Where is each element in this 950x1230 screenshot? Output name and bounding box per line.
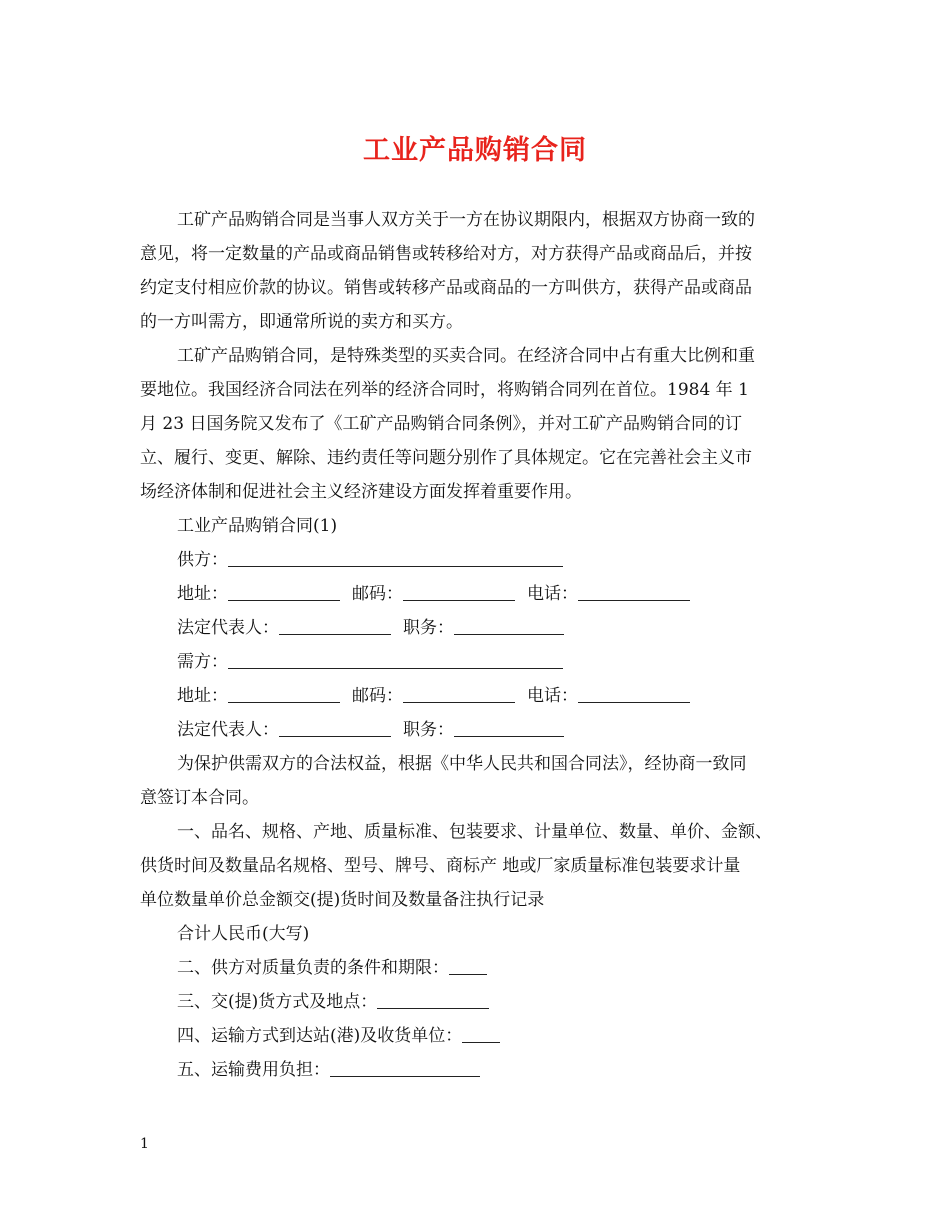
paragraph-line: 要地位。我国经济合同法在列举的经济合同时，将购销合同列在首位。1984 年 1 (140, 380, 749, 400)
paragraph-line: 意见，将一定数量的产品或商品销售或转移给对方，对方获得产品或商品后，并按 (140, 244, 752, 264)
supplier-blank (228, 548, 563, 567)
address-label: 地址： (177, 584, 228, 604)
paragraph-line: 的一方叫需方，即通常所说的卖方和买方。 (140, 312, 463, 332)
position-label: 职务： (403, 618, 454, 638)
clause-4-label: 四、运输方式到达站(港)及收货单位： (177, 1026, 463, 1046)
clause-line: 一、品名、规格、产地、质量标准、包装要求、计量单位、数量、单价、金额、 (177, 822, 772, 842)
position-blank (454, 718, 564, 737)
clause-4-row (140, 1019, 825, 1053)
paragraph-line: 为保护供需双方的合法权益，根据《中华人民共和国合同法》，经协商一致同 (177, 754, 747, 774)
paragraph-line: 工矿产品购销合同，是特殊类型的买卖合同。在经济合同中占有重大比例和重 (177, 346, 755, 366)
clause-line: 供货时间及数量品名规格、型号、牌号、商标产 地或厂家质量标准包装要求计量 (140, 856, 741, 876)
legal-rep-label: 法定代表人： (177, 618, 279, 638)
legal-rep-blank (279, 616, 391, 635)
position-label: 职务： (403, 720, 454, 740)
clause-line: 单位数量单价总金额交(提)货时间及数量备注执行记录 (140, 890, 545, 910)
address-blank (228, 684, 340, 703)
clause-4-blank (462, 1024, 500, 1043)
paragraph-line: 工矿产品购销合同是当事人双方关于一方在协议期限内，根据双方协商一致的 (177, 210, 755, 230)
legal-rep-label: 法定代表人： (177, 720, 279, 740)
supplier-row (140, 543, 825, 577)
clause-5-blank (330, 1058, 480, 1077)
phone-label: 电话： (527, 686, 578, 706)
buyer-address-row (140, 679, 825, 713)
clause-3-label: 三、交(提)货方式及地点： (177, 992, 378, 1012)
paragraph-line: 意签订本合同。 (140, 788, 259, 808)
legal-rep-blank (279, 718, 391, 737)
address-blank (228, 582, 340, 601)
postcode-label: 邮码： (352, 686, 403, 706)
buyer-rep-row (140, 713, 825, 747)
postcode-blank (403, 684, 515, 703)
phone-blank (578, 582, 690, 601)
clause-2-row (140, 951, 825, 985)
clause-5-row (140, 1053, 825, 1087)
paragraph-line: 场经济体制和促进社会主义经济建设方面发挥着重要作用。 (140, 482, 582, 502)
contract-heading: 工业产品购销合同(1) (177, 516, 338, 536)
clause-3-blank (377, 990, 489, 1009)
document-body (140, 203, 825, 1087)
paragraph-line: 约定支付相应价款的协议。销售或转移产品或商品的一方叫供方，获得产品或商品 (140, 278, 752, 298)
document-title: 工业产品购销合同 (363, 135, 587, 166)
clause-5-label: 五、运输费用负担： (177, 1060, 330, 1080)
postcode-label: 邮码： (352, 584, 403, 604)
clause-2-label: 二、供方对质量负责的条件和期限： (177, 958, 449, 978)
buyer-label: 需方： (177, 652, 228, 672)
total-line: 合计人民币(大写) (177, 924, 310, 944)
supplier-label: 供方： (177, 550, 228, 570)
buyer-blank (228, 650, 563, 669)
buyer-row (140, 645, 825, 679)
clause-2-blank (449, 956, 487, 975)
position-blank (454, 616, 564, 635)
supplier-address-row (140, 577, 825, 611)
supplier-rep-row (140, 611, 825, 645)
paragraph-line: 立、履行、变更、解除、违约责任等问题分别作了具体规定。它在完善社会主义市 (140, 448, 752, 468)
address-label: 地址： (177, 686, 228, 706)
page-number: 1 (140, 1136, 149, 1152)
postcode-blank (403, 582, 515, 601)
clause-3-row (140, 985, 825, 1019)
phone-label: 电话： (527, 584, 578, 604)
paragraph-line: 月 23 日国务院又发布了《工矿产品购销合同条例》，并对工矿产品购销合同的订 (140, 414, 742, 434)
phone-blank (578, 684, 690, 703)
